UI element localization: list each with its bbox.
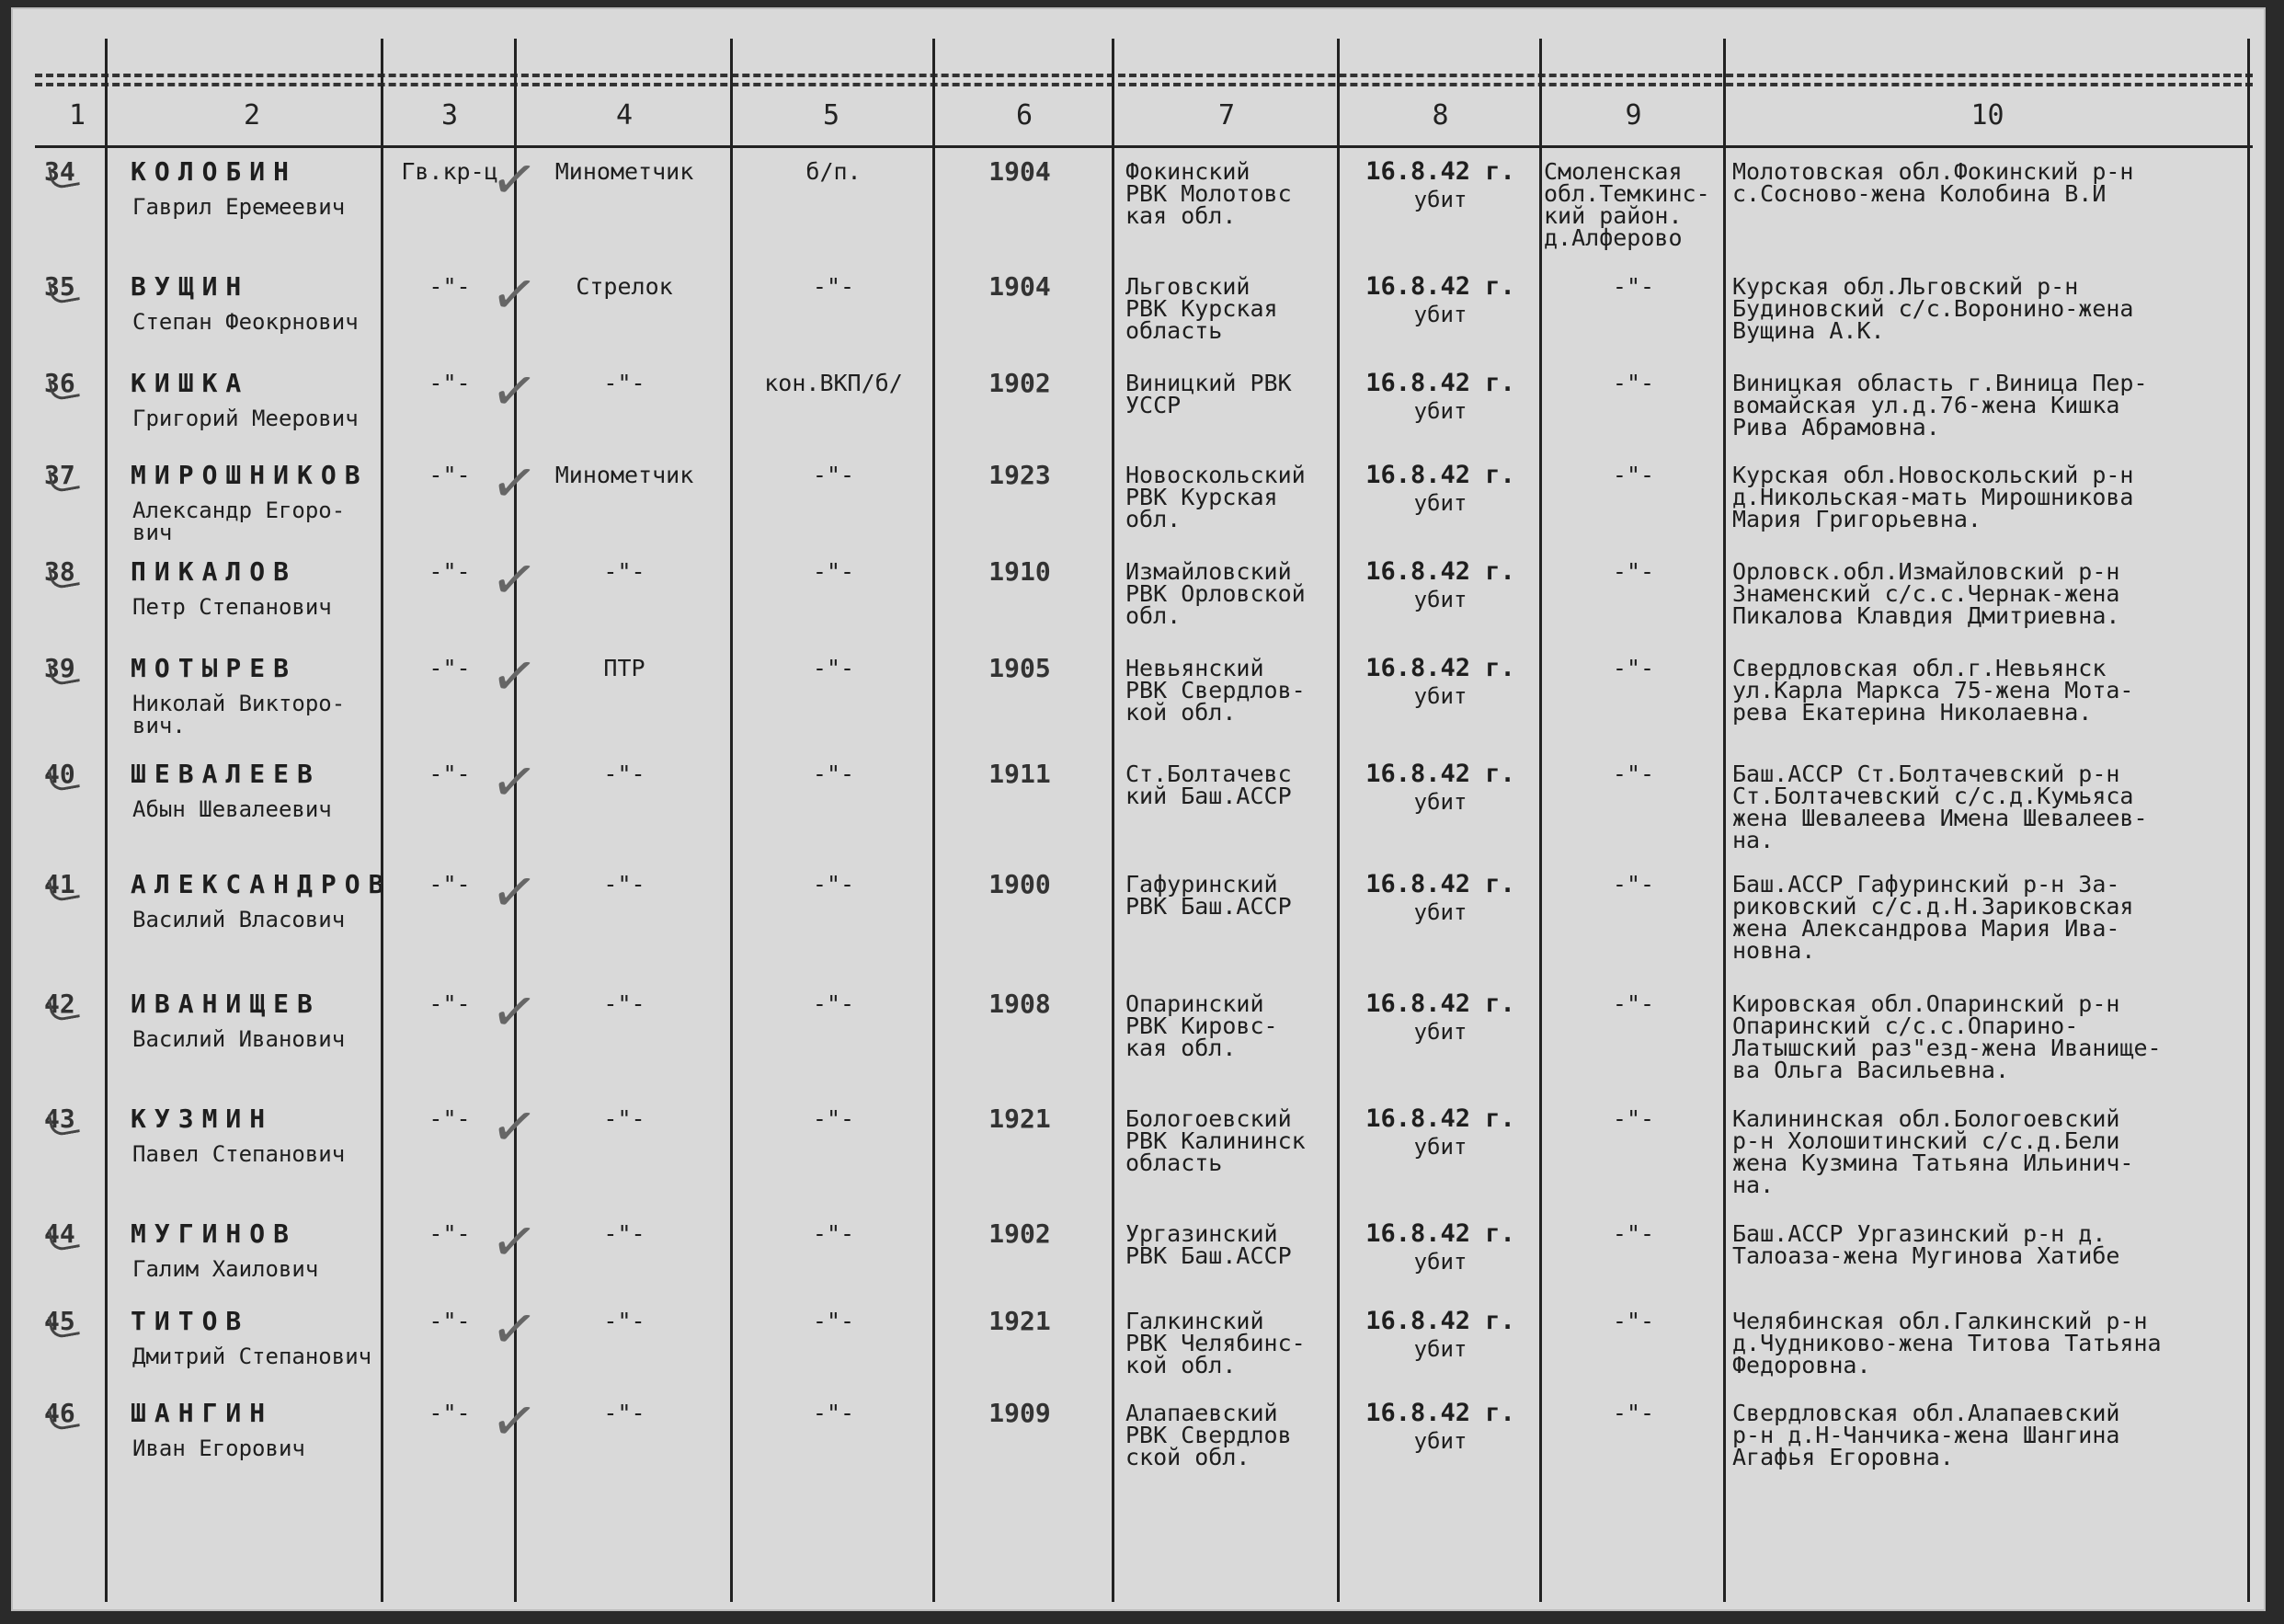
check-mark-icon: ✓ [486,977,542,1048]
cell-role: -"- [603,871,645,898]
cell-rvk: Новоскольский РВК Курская обл. [1125,462,1306,532]
check-mark-icon: ✓ [486,1207,542,1278]
cell-party: -"- [812,761,855,787]
cell-year: 1904 [988,271,1051,302]
cell-date: 16.8.42 г. [1365,557,1515,586]
cell-fate: убит [1413,302,1467,327]
cell-num: 39 [44,653,75,683]
cell-party: -"- [812,871,855,898]
cell-party: -"- [812,1105,855,1132]
cell-given: Василий Власович [132,907,346,932]
cell-party: -"- [812,1308,855,1334]
cell-year: 1921 [988,1104,1051,1134]
cell-surname: ИВАНИЩЕВ [131,989,321,1019]
cell-year: 1904 [988,156,1051,187]
cell-num: 36 [44,368,75,398]
column-divider [1539,39,1542,1602]
cell-num: 43 [44,1104,75,1134]
check-mark-icon: ✓ [486,641,542,713]
check-mark-icon: ✓ [486,356,542,428]
cell-rvk: Алапаевский РВК Свердлов ской обл. [1125,1400,1292,1470]
cell-given: Иван Егорович [132,1435,305,1461]
cell-address: Баш.АССР Гафуринский р-н За- риковский с/с.д.Н.Зариковская жена Александрова Мария Ива- новна. [1732,871,2134,964]
check-mark-icon: ✓ [486,259,542,331]
cell-party: кон.ВКП/б/ [764,370,903,396]
cell-num: 42 [44,989,75,1019]
check-mark-icon: ✓ [486,544,542,616]
cell-surname: ПИКАЛОВ [131,556,298,587]
cell-date: 16.8.42 г. [1365,654,1515,682]
cell-role: -"- [603,1220,645,1247]
cell-surname: МОТЫРЕВ [131,653,298,683]
cell-place: -"- [1612,1308,1655,1334]
cell-party: б/п. [805,158,862,185]
check-mark-icon: ✓ [486,857,542,929]
cell-role: Стрелок [576,273,673,300]
column-header: 5 [822,99,840,132]
cell-rank: -"- [428,655,471,681]
cell-surname: ШЕВАЛЕЕВ [131,759,321,789]
cell-party: -"- [812,655,855,681]
cell-address: Челябинская обл.Галкинский р-н д.Чудниково-жена Титова Татьяна Федоровна. [1732,1308,2162,1378]
dashed-rule-top-2 [35,83,2253,86]
cell-place: -"- [1612,558,1655,585]
cell-num: 35 [44,271,75,302]
cell-role: ПТР [603,655,645,681]
cell-fate: убит [1413,899,1467,925]
cell-given: Василий Иванович [132,1026,346,1052]
cell-role: Минометчик [554,462,694,488]
cell-rank: -"- [428,462,471,488]
cell-num: 37 [44,460,75,490]
cell-num: 38 [44,556,75,587]
cell-given: Абын Шевалеевич [132,796,332,822]
cell-rank: -"- [428,370,471,396]
cell-place: -"- [1612,655,1655,681]
cell-date: 16.8.42 г. [1365,1399,1515,1427]
column-header: 3 [440,99,459,132]
cell-rank: -"- [428,990,471,1017]
cell-rvk: Фокинский РВК Молотовс кая обл. [1125,158,1292,229]
cell-year: 1905 [988,653,1051,683]
cell-address: Виницкая область г.Виница Пер- вомайская ул.д.76-жена Кишка Рива Абрамовна. [1732,370,2148,440]
column-header: 6 [1015,99,1034,132]
cell-year: 1902 [988,368,1051,398]
cell-num: 41 [44,869,75,899]
column-header: 8 [1432,99,1449,132]
cell-fate: убит [1413,1336,1467,1362]
cell-year: 1923 [988,460,1051,490]
column-divider [1723,39,1726,1602]
cell-date: 16.8.42 г. [1365,461,1515,489]
cell-address: Баш.АССР Ст.Болтачевский р-н Ст.Болтачевский с/с.д.Кумьяса жена Шевалеева Имена Шевалеев- на. [1732,761,2148,853]
cell-address: Свердловская обл.г.Невьянск ул.Карла Маркса 75-жена Мота- рева Екатерина Николаевна. [1732,655,2134,726]
cell-fate: убит [1413,398,1467,424]
cell-role: -"- [603,990,645,1017]
cell-place: -"- [1612,1400,1655,1426]
check-mark-icon: ✓ [486,448,542,520]
cell-place: -"- [1612,462,1655,488]
cell-surname: МУГИНОВ [131,1218,298,1249]
column-divider [1337,39,1340,1602]
cell-num: 44 [44,1218,75,1249]
cell-date: 16.8.42 г. [1365,272,1515,301]
column-divider [2247,39,2250,1602]
cell-surname: ВУЩИН [131,271,250,302]
cell-num: 45 [44,1306,75,1336]
cell-fate: убит [1413,1249,1467,1275]
column-header: 7 [1217,99,1236,132]
cell-role: Минометчик [554,158,694,185]
cell-year: 1910 [988,556,1051,587]
cell-role: -"- [603,1308,645,1334]
cell-rvk: Ургазинский РВК Баш.АССР [1125,1220,1292,1269]
cell-party: -"- [812,558,855,585]
cell-year: 1921 [988,1306,1051,1336]
cell-address: Курская обл.Новоскольский р-н д.Никольская-мать Мирошникова Мария Григорьевна. [1732,462,2134,532]
cell-fate: убит [1413,789,1467,815]
cell-year: 1909 [988,1398,1051,1428]
cell-fate: убит [1413,1428,1467,1454]
cell-given: Гаврил Еремеевич [132,194,346,220]
cell-role: -"- [603,558,645,585]
cell-date: 16.8.42 г. [1365,870,1515,898]
cell-address: Курская обл.Льговский р-н Будиновский с/с.Воронино-жена Вущина А.К. [1732,273,2134,344]
cell-fate: убит [1413,1134,1467,1160]
cell-rvk: Галкинский РВК Челябинс- кой обл. [1125,1308,1306,1378]
cell-fate: убит [1413,683,1467,709]
document-page [11,7,2266,1611]
cell-rank: -"- [428,558,471,585]
cell-given: Галим Хаилович [132,1256,319,1282]
cell-party: -"- [812,462,855,488]
cell-place: -"- [1612,1105,1655,1132]
cell-given: Петр Степанович [132,594,332,620]
cell-fate: убит [1413,490,1467,516]
dashed-rule-top [35,74,2253,77]
cell-rank: -"- [428,1105,471,1132]
cell-date: 16.8.42 г. [1365,1307,1515,1335]
cell-rvk: Виницкий РВК УССР [1125,370,1292,418]
cell-place: -"- [1612,871,1655,898]
cell-surname: КИШКА [131,368,250,398]
cell-rvk: Опаринский РВК Кировс- кая обл. [1125,990,1278,1061]
cell-place: -"- [1612,1220,1655,1247]
cell-date: 16.8.42 г. [1365,1219,1515,1248]
cell-given: Дмитрий Степанович [132,1344,372,1369]
column-divider [105,39,108,1602]
cell-date: 16.8.42 г. [1365,157,1515,186]
cell-role: -"- [603,1105,645,1132]
cell-surname: КОЛОБИН [131,156,298,187]
cell-address: Молотовская обл.Фокинский р-н с.Сосново-жена Колобина В.И [1732,158,2134,207]
cell-rank: Гв.кр-ц [401,158,498,185]
cell-fate: убит [1413,1019,1467,1045]
cell-rvk: Бологоевский РВК Калининск область [1125,1105,1306,1176]
column-header: 10 [1970,99,2004,132]
cell-date: 16.8.42 г. [1365,760,1515,788]
cell-surname: АЛЕКСАНДРОВ [131,869,393,899]
cell-address: Орловск.обл.Измайловский р-н Знаменский с/с.с.Чернак-жена Пикалова Клавдия Дмитриевна. [1732,558,2120,629]
cell-address: Калининская обл.Бологоевский р-н Холошитинский с/с.д.Бели жена Кузмина Татьяна Ильинич- на. [1732,1105,2134,1198]
cell-year: 1911 [988,759,1051,789]
cell-address: Баш.АССР Ургазинский р-н д. Талоаза-жена Мугинова Хатибе [1732,1220,2120,1269]
cell-rvk: Ст.Болтачевс кий Баш.АССР [1125,761,1292,809]
cell-rank: -"- [428,1308,471,1334]
cell-surname: МИРОШНИКОВ [131,460,369,490]
cell-rvk: Измайловский РВК Орловской обл. [1125,558,1306,629]
check-mark-icon: ✓ [486,1386,542,1458]
cell-given: Степан Феокрнович [132,309,359,335]
cell-place: -"- [1612,273,1655,300]
column-header: 4 [615,99,634,132]
cell-rank: -"- [428,871,471,898]
cell-rank: -"- [428,273,471,300]
cell-date: 16.8.42 г. [1365,989,1515,1018]
cell-date: 16.8.42 г. [1365,369,1515,397]
cell-surname: ШАНГИН [131,1398,274,1428]
cell-year: 1908 [988,989,1051,1019]
cell-party: -"- [812,990,855,1017]
column-divider [932,39,935,1602]
column-header: 1 [68,99,86,132]
cell-given: Александр Егоро- вич [132,497,346,545]
cell-party: -"- [812,1400,855,1426]
cell-place: Смоленская обл.Темкинс- кий район. д.Алферово [1544,158,1710,251]
cell-given: Павел Степанович [132,1141,346,1167]
column-divider [381,39,383,1602]
cell-given: Григорий Меерович [132,406,359,431]
cell-role: -"- [603,1400,645,1426]
cell-num: 46 [44,1398,75,1428]
column-divider [730,39,733,1602]
cell-place: -"- [1612,990,1655,1017]
cell-rank: -"- [428,1400,471,1426]
cell-year: 1902 [988,1218,1051,1249]
cell-rank: -"- [428,1220,471,1247]
cell-rank: -"- [428,761,471,787]
check-mark-icon: ✓ [486,747,542,818]
cell-surname: КУЗМИН [131,1104,274,1134]
cell-num: 34 [44,156,75,187]
cell-role: -"- [603,761,645,787]
cell-given: Николай Викторо- вич. [132,691,346,738]
column-divider [1112,39,1114,1602]
cell-place: -"- [1612,761,1655,787]
cell-address: Кировская обл.Опаринский р-н Опаринский с/с.с.Опарино- Латышский раз"езд-жена Иванище- ва Ольга Васильевна. [1732,990,2162,1083]
cell-rvk: Льговский РВК Курская область [1125,273,1278,344]
header-rule [35,145,2253,148]
cell-surname: ТИТОВ [131,1306,250,1336]
cell-fate: убит [1413,587,1467,612]
cell-party: -"- [812,1220,855,1247]
cell-role: -"- [603,370,645,396]
check-mark-icon: ✓ [486,1294,542,1366]
cell-rvk: Невьянский РВК Свердлов- кой обл. [1125,655,1306,726]
cell-place: -"- [1612,370,1655,396]
column-header: 9 [1625,99,1642,132]
cell-party: -"- [812,273,855,300]
cell-num: 40 [44,759,75,789]
column-header: 2 [243,99,261,132]
cell-rvk: Гафуринский РВК Баш.АССР [1125,871,1292,920]
cell-year: 1900 [988,869,1051,899]
check-mark-icon: ✓ [486,144,542,216]
check-mark-icon: ✓ [486,1092,542,1163]
cell-fate: убит [1413,187,1467,212]
cell-date: 16.8.42 г. [1365,1104,1515,1133]
cell-address: Свердловская обл.Алапаевский р-н д.Н-Чанчика-жена Шангина Агафья Егоровна. [1732,1400,2120,1470]
